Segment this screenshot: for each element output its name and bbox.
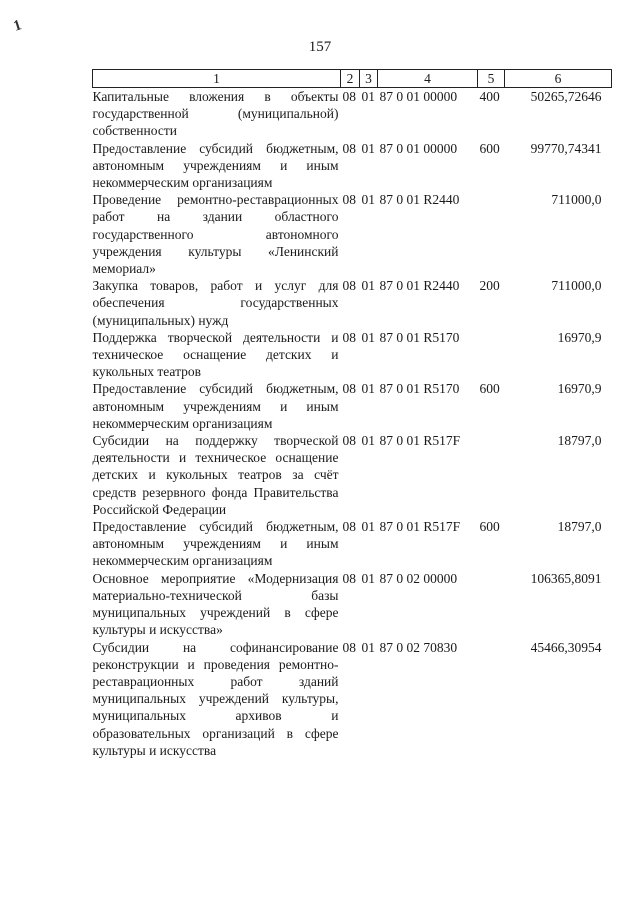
- column-header-name: 1: [93, 70, 341, 88]
- row-subsection: 01: [361, 329, 375, 345]
- table-row: [93, 639, 612, 759]
- row-target-article: 87 0 01 00000: [379, 140, 458, 156]
- column-header-amount: 6: [505, 70, 612, 88]
- row-target-article: 87 0 01 R5170: [379, 381, 460, 397]
- row-subsection: 01: [361, 192, 375, 208]
- table-row: [93, 88, 612, 140]
- row-amount: 45466,30954: [530, 639, 602, 655]
- row-target-article: 87 0 01 R2440: [379, 192, 460, 208]
- row-amount: 18797,0: [557, 433, 602, 449]
- row-expense-type: [478, 191, 505, 277]
- row-expense-type: 400: [479, 89, 500, 104]
- row-target-article: 87 0 01 R517F: [379, 519, 461, 535]
- row-expense-type: 200: [479, 278, 500, 294]
- row-subsection: 01: [361, 89, 375, 104]
- row-amount: 18797,0: [557, 519, 602, 535]
- row-name: Предоставление субсидий бюджетным, автономным учреждениям и иным некоммерческим организациям: [92, 140, 339, 191]
- table-row: [93, 329, 612, 381]
- column-header-target-article: 4: [378, 70, 478, 88]
- row-amount: 50265,72646: [530, 89, 602, 104]
- table-row: [93, 277, 612, 329]
- row-expense-type: 600: [479, 381, 500, 397]
- row-subsection: 01: [361, 433, 375, 449]
- column-header-subsection: 3: [360, 70, 378, 88]
- page-number: 157: [308, 39, 332, 55]
- row-amount: 16970,9: [557, 329, 602, 345]
- row-name: Субсидии на поддержку творческой деятельности и техническое оснащение детских и кукольных театров за счёт средств резервного фонда Правительства Российской Федерации: [92, 433, 339, 517]
- row-name: Капитальные вложения в объекты государственной (муниципальной) собственности: [92, 89, 339, 139]
- row-section: 08: [342, 192, 356, 208]
- row-name: Предоставление субсидий бюджетным, автономным учреждениям и иным некоммерческим организациям: [92, 381, 339, 431]
- table-row: [93, 570, 612, 639]
- row-name: Проведение ремонтно-реставрационных работ на здании областного государственного автономного учреждения культуры «Ленинский мемориал»: [92, 192, 339, 277]
- row-target-article: 87 0 01 R517F: [379, 433, 461, 449]
- row-section: 08: [342, 639, 356, 655]
- row-subsection: 01: [361, 570, 375, 586]
- row-name: Закупка товаров, работ и услуг для обеспечения государственных (муниципальных) нужд: [92, 278, 339, 328]
- row-section: 08: [342, 329, 356, 345]
- row-expense-type: [478, 329, 505, 381]
- row-target-article: 87 0 01 R2440: [379, 278, 460, 294]
- row-amount: 711000,0: [551, 192, 602, 208]
- row-amount: 711000,0: [551, 278, 602, 294]
- column-header-section: 2: [341, 70, 360, 88]
- row-section: 08: [342, 278, 356, 294]
- row-amount: 16970,9: [557, 381, 602, 397]
- budget-table: [92, 69, 612, 759]
- table-row: [93, 432, 612, 518]
- row-target-article: 87 0 01 R5170: [379, 329, 460, 345]
- row-section: 08: [342, 519, 356, 535]
- row-amount: 106365,8091: [530, 570, 602, 586]
- row-subsection: 01: [361, 278, 375, 294]
- table-row: [93, 518, 612, 570]
- table-header-row: [93, 70, 612, 88]
- row-section: 08: [342, 381, 356, 397]
- row-expense-type: 600: [479, 140, 500, 156]
- row-target-article: 87 0 02 00000: [379, 570, 458, 586]
- table-row: [93, 191, 612, 277]
- row-amount: 99770,74341: [530, 140, 602, 156]
- margin-mark: 1: [11, 17, 24, 35]
- row-expense-type: 600: [479, 519, 500, 535]
- row-name: Субсидии на софинансирование реконструкции и проведения ремонтно-реставрационных работ зданий муниципальных учреждений культуры, муниципальных архивов и образовательных организаций в сфере культуры и искусства: [92, 639, 339, 758]
- row-expense-type: [478, 432, 505, 518]
- row-target-article: 87 0 02 70830: [379, 639, 458, 655]
- row-name: Предоставление субсидий бюджетным, автономным учреждениям и иным некоммерческим организациям: [92, 519, 339, 569]
- row-expense-type: [478, 639, 505, 759]
- row-section: 08: [342, 570, 356, 586]
- row-name: Основное мероприятие «Модернизация материально-технической базы муниципальных учреждений в сфере культуры и искусства»: [92, 570, 339, 638]
- row-name: Поддержка творческой деятельности и техническое оснащение детских и кукольных театров: [92, 329, 339, 380]
- column-header-expense-type: 5: [478, 70, 505, 88]
- row-subsection: 01: [361, 140, 375, 156]
- row-subsection: 01: [361, 519, 375, 535]
- row-subsection: 01: [361, 381, 375, 397]
- row-section: 08: [342, 140, 356, 156]
- row-section: 08: [342, 433, 356, 449]
- row-section: 08: [342, 89, 356, 104]
- table-row: [93, 380, 612, 432]
- table-row: [93, 140, 612, 192]
- row-subsection: 01: [361, 639, 375, 655]
- row-target-article: 87 0 01 00000: [379, 89, 458, 104]
- row-expense-type: [478, 570, 505, 639]
